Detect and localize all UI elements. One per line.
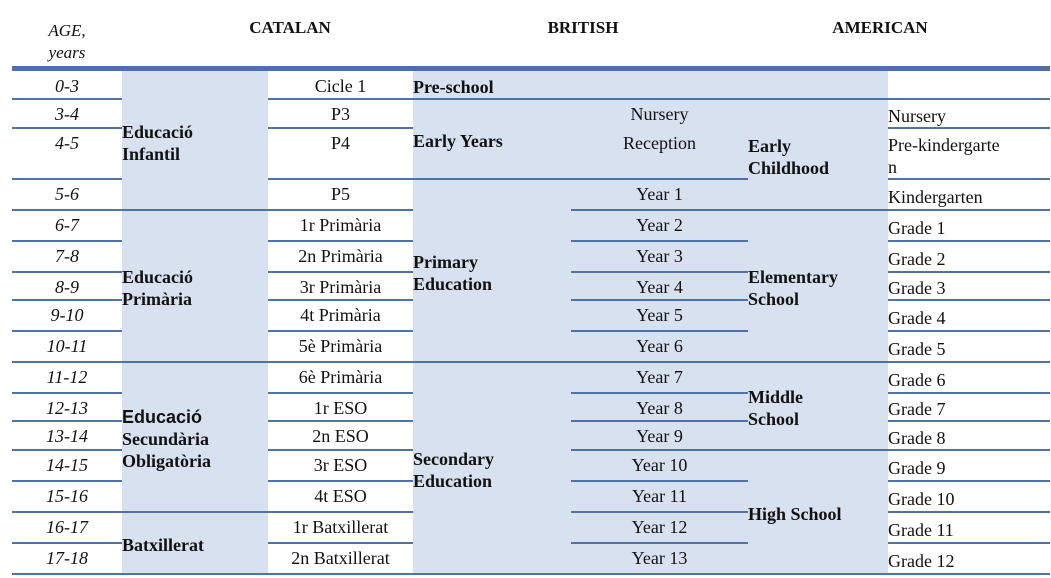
american-stage-line-line1: Early: [748, 135, 791, 156]
american-level: [888, 241, 1050, 272]
american-level-line-line1: Grade 11: [888, 519, 954, 540]
american-stage-line-line1: Middle: [748, 387, 804, 407]
british-stage-line-line1: Secondary: [413, 449, 494, 469]
catalan-stage-line-line2: Primària: [122, 289, 192, 309]
catalan-level: 2n Batxillerat: [291, 548, 390, 568]
age-cell: 0-3: [55, 76, 79, 96]
american-stage: [748, 362, 888, 450]
age-cell: 10-11: [46, 336, 88, 356]
age-cell: 11-12: [46, 367, 88, 387]
catalan-level: 1r Batxillerat: [292, 517, 389, 537]
catalan-level: P4: [330, 133, 350, 153]
catalan-stage-line-line1: Educació: [122, 407, 203, 427]
age-cell: 12-13: [46, 398, 88, 418]
american-level: [888, 393, 1050, 421]
age-header-line1: AGE,: [48, 21, 86, 40]
american-level: [888, 481, 1050, 512]
catalan-stage-line-line2: Secundària: [122, 429, 210, 449]
american-level: [888, 128, 1050, 179]
age-cell: 15-16: [46, 486, 88, 506]
american-level-line-line1: Kindergarten: [888, 186, 983, 207]
american-stage-line-line2: Childhood: [748, 157, 830, 178]
catalan-level: 5è Primària: [298, 336, 383, 356]
catalan-stage: [122, 71, 268, 210]
catalan-level: P5: [330, 184, 350, 204]
british-stage: [413, 179, 571, 362]
catalan-level: 4t ESO: [314, 486, 367, 506]
american-level-line-line2: n: [888, 156, 897, 177]
american-stage: [748, 99, 888, 210]
catalan-level: 1r ESO: [313, 398, 368, 418]
catalan-stage-line-line3: Obligatòria: [122, 451, 211, 471]
british-stage-line-line2: Education: [413, 471, 493, 491]
catalan-level: P3: [330, 104, 350, 124]
british-level-shade-preschool: [571, 71, 748, 99]
age-cell: 4-5: [55, 133, 79, 153]
american-stage: [748, 450, 888, 574]
american-level: [888, 421, 1050, 450]
catalan-stage-line-line1: Batxillerat: [122, 535, 204, 555]
british-stage-line-line1: Primary: [413, 251, 478, 272]
british-stage-line-line1: Early Years: [413, 131, 503, 151]
age-cell: 3-4: [55, 104, 79, 124]
british-level: Year 11: [631, 486, 687, 506]
american-level: [888, 99, 1050, 128]
american-level: [888, 450, 1050, 481]
american-header: AMERICAN: [832, 18, 928, 37]
american-level-line-line1: Grade 7: [888, 399, 946, 419]
american-level: [888, 331, 1050, 362]
british-header: BRITISH: [547, 18, 619, 37]
american-level-line-line1: Grade 12: [888, 550, 955, 571]
catalan-stage: [122, 210, 268, 362]
british-level: Year 7: [636, 367, 683, 387]
catalan-level: 1r Primària: [299, 215, 382, 235]
age-cell: 5-6: [55, 184, 79, 204]
catalan-stage-line-line1: Educació: [122, 121, 194, 142]
catalan-level: 4t Primària: [300, 305, 381, 325]
age-cell: 13-14: [46, 426, 88, 446]
american-level: [888, 210, 1050, 241]
american-level: [888, 300, 1050, 331]
british-level: Year 10: [631, 455, 688, 475]
american-level: [888, 272, 1050, 300]
british-level: Year 5: [636, 305, 683, 325]
american-level-line-line1: Grade 1: [888, 217, 946, 238]
age-cell: 17-18: [46, 548, 88, 568]
american-stage-line-line2: School: [748, 409, 800, 429]
age-cell: 6-7: [55, 215, 79, 235]
british-stage: [413, 99, 571, 179]
american-level-line-line1: Grade 2: [888, 248, 946, 269]
american-stage-line-line1: High School: [748, 504, 842, 524]
catalan-header: CATALAN: [249, 18, 331, 37]
british-level: Year 12: [631, 517, 688, 537]
american-level: [888, 179, 1050, 210]
american-level-line-line1: Grade 8: [888, 427, 946, 448]
catalan-stage: [122, 362, 268, 512]
american-level-line-line1: Grade 4: [888, 307, 946, 328]
american-level-line-line1: Grade 10: [888, 488, 955, 509]
american-level-line-line1: Pre-kindergarte: [888, 134, 1000, 155]
age-cell: 8-9: [55, 277, 79, 297]
british-level: Year 9: [636, 426, 683, 446]
american-stage-shade-top: [748, 71, 888, 99]
catalan-level: Cicle 1: [314, 76, 367, 96]
catalan-level: 2n Primària: [298, 246, 383, 266]
american-stage-line-line2: School: [748, 289, 800, 309]
british-stage-line-line2: Education: [413, 273, 493, 294]
british-level: Year 13: [631, 548, 688, 568]
age-cell: 7-8: [55, 246, 79, 266]
british-stage: [413, 362, 571, 574]
catalan-stage: [122, 512, 268, 574]
british-level: Year 3: [636, 246, 683, 266]
catalan-level: 3r ESO: [313, 455, 368, 475]
american-level-line-line1: Grade 6: [888, 369, 946, 390]
american-stage: [748, 210, 888, 362]
age-cell: 9-10: [50, 305, 84, 325]
british-level: Year 6: [636, 336, 683, 356]
catalan-stage-line-line1: Educació: [122, 267, 194, 287]
american-level: [888, 362, 1050, 393]
american-level-line-line1: Grade 5: [888, 338, 946, 359]
british-stage: [413, 71, 571, 99]
age-header-line2: years: [48, 43, 86, 62]
american-level-line-line1: Grade 3: [888, 278, 946, 298]
british-stage-line-line1: Pre-school: [413, 77, 494, 97]
british-level: Year 2: [636, 215, 683, 235]
catalan-level: 6è Primària: [298, 367, 383, 387]
american-stage-line-line1: Elementary: [748, 267, 838, 287]
american-level: [888, 512, 1050, 543]
british-level: Nursery: [630, 104, 689, 124]
british-level: Year 8: [636, 398, 683, 418]
british-level: Year 4: [636, 277, 683, 297]
british-level: Year 1: [636, 184, 683, 204]
american-level-line-line1: Nursery: [888, 105, 946, 126]
age-cell: 16-17: [46, 517, 88, 537]
american-level: [888, 543, 1050, 574]
age-cell: 14-15: [46, 455, 88, 475]
catalan-level: 2n ESO: [312, 426, 369, 446]
american-level-line-line1: Grade 9: [888, 457, 946, 478]
british-level: Reception: [623, 133, 696, 153]
age-header: [22, 20, 112, 64]
catalan-level: 3r Primària: [299, 277, 382, 297]
catalan-stage-line-line2: Infantil: [122, 143, 181, 164]
